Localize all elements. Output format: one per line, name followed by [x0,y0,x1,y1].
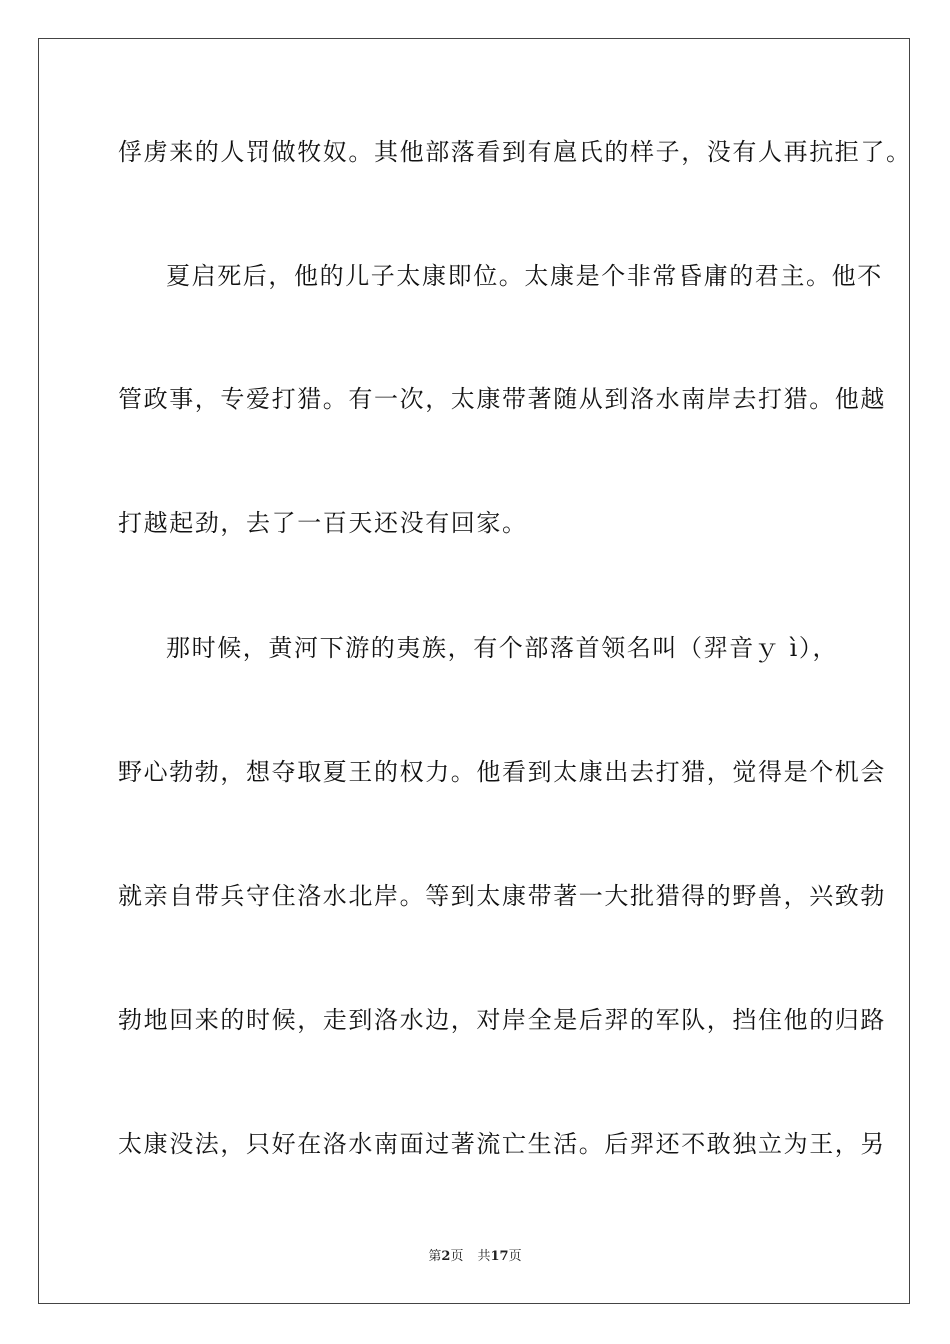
text-line-9: 太康没法，只好在洛水南面过著流亡生活。后羿还不敢独立为王，另 [118,1130,886,1158]
text-line-1: 俘虏来的人罚做牧奴。其他部落看到有扈氏的样子，没有人再抗拒了。 [118,138,912,166]
text-line-2: 夏启死后，他的儿子太康即位。太康是个非常昏庸的君主。他不 [166,262,883,290]
text-line-6: 野心勃勃，想夺取夏王的权力。他看到太康出去打猎，觉得是个机会 [118,758,886,786]
page-footer [0,1248,950,1266]
total-suffix: 页 [508,1249,522,1264]
text-line-7: 就亲自带兵守住洛水北岸。等到太康带著一大批猎得的野兽，兴致勃 [118,882,886,910]
page-border [38,38,910,1304]
total-pages: 17 [490,1249,509,1264]
page-number: 2 [441,1249,451,1264]
page-prefix: 第 [428,1249,442,1264]
total-prefix: 共 [477,1249,491,1264]
text-line-5: 那时候，黄河下游的夷族，有个部落首领名叫（羿音ｙ ì）， [166,634,839,662]
text-line-3: 管政事，专爱打猎。有一次，太康带著随从到洛水南岸去打猎。他越 [118,385,886,413]
text-line-4: 打越起劲，去了一百天还没有回家。 [118,509,528,537]
text-line-8: 勃地回来的时候，走到洛水边，对岸全是后羿的军队，挡住他的归路 [118,1006,886,1034]
page-suffix: 页 [450,1249,464,1264]
